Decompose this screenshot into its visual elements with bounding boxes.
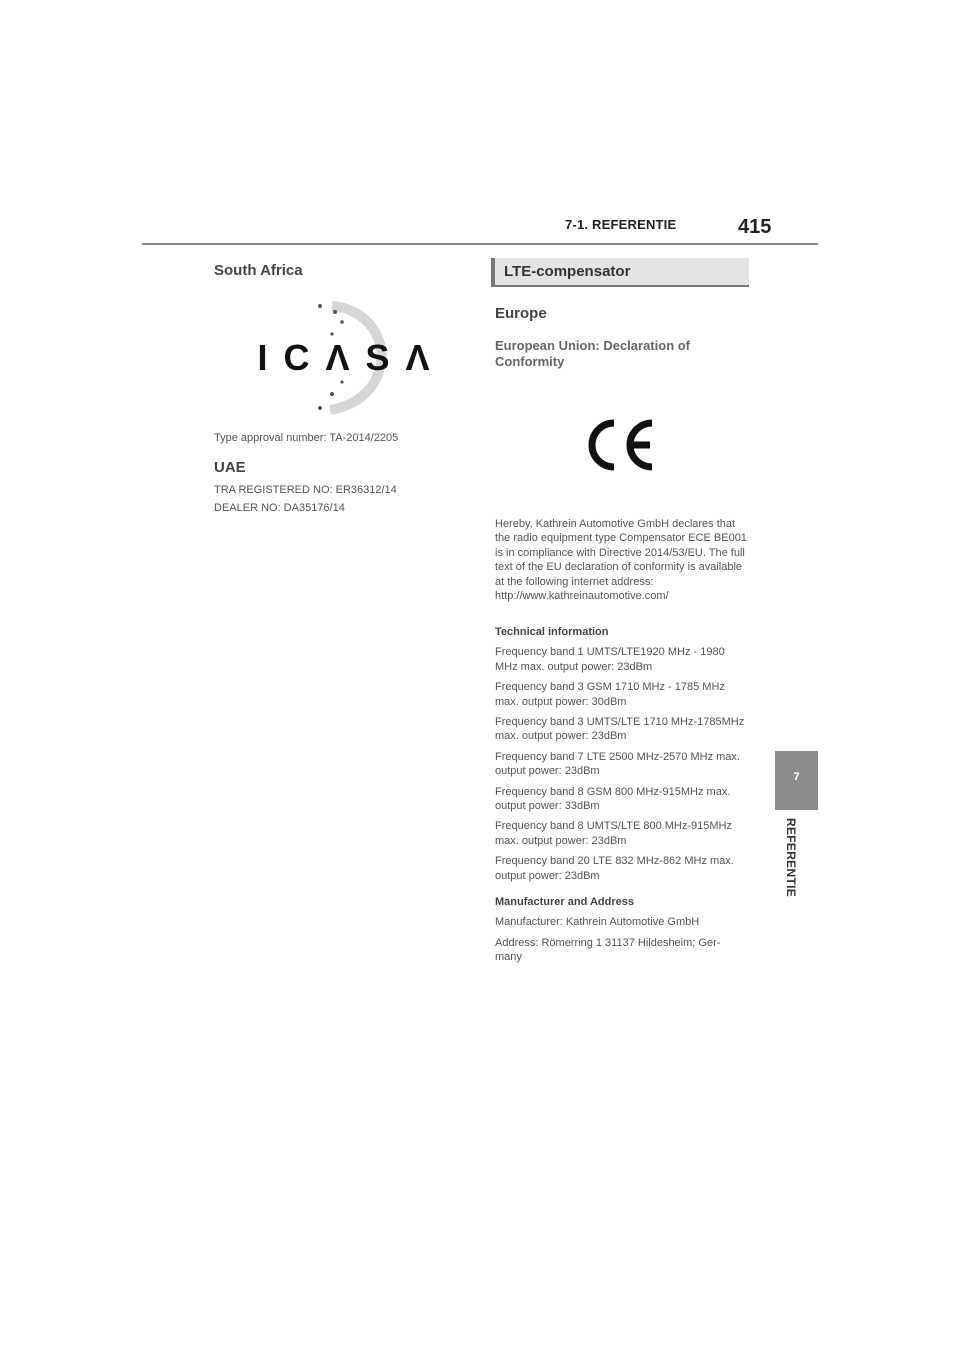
dealer-number: DEALER NO: DA35176/14: [214, 502, 345, 514]
type-approval-number: Type approval number: TA-2014/2205: [214, 432, 399, 444]
svg-text:I C Λ S Λ: I C Λ S Λ: [257, 337, 433, 378]
frequency-band-item: Frequency band 3 UMTS/LTE 1710 MHz-1785MHz max. output power: 23dBm: [495, 716, 745, 743]
frequency-band-item: Frequency band 3 GSM 1710 MHz - 1785 MHz max. output power: 30dBm: [495, 681, 725, 708]
declaration-text: Hereby, Kathrein Automotive GmbH declares that the radio equipment type Compensator ECE BE001 is in compliance with Directive 2014/53/EU. The full text of the EU declaration of conformity is available at the following internet address: http://www.kathreinautomotive.com/: [495, 518, 747, 603]
south-africa-heading: South Africa: [214, 262, 303, 279]
header-divider: [142, 243, 818, 245]
frequency-band-item: Frequency band 20 LTE 832 MHz-862 MHz max. output power: 23dBm: [495, 855, 734, 882]
manufacturer-name: Manufacturer: Kathrein Automotive GmbH: [495, 916, 700, 929]
frequency-band-item: Frequency band 7 LTE 2500 MHz-2570 MHz max. output power: 23dBm: [495, 750, 740, 778]
frequency-band-item: Frequency band 8 UMTS/LTE 800 MHz-915MHz max. output power: 23dBm: [495, 820, 732, 847]
icasa-logo: [257, 298, 433, 418]
eu-declaration-heading: European Union: Declaration of Conformity: [495, 338, 691, 369]
ce-mark-icon: [582, 417, 656, 473]
lte-compensator-banner: [491, 258, 749, 287]
uae-heading: UAE: [214, 459, 246, 476]
page-number: 415: [738, 216, 772, 238]
technical-information-heading: Technical information: [495, 626, 609, 638]
manufacturer-address: Address: Römerring 1 31137 Hildesheim; Ger-many: [495, 936, 721, 964]
technical-information: [495, 625, 747, 889]
tra-registration: TRA REGISTERED NO: ER36312/14: [214, 484, 397, 496]
frequency-band-item: Frequency band 8 GSM 800 MHz-915MHz max. output power: 33dBm: [495, 785, 731, 813]
chapter-tab-number: 7: [793, 771, 800, 783]
europe-heading: Europe: [495, 305, 547, 322]
manufacturer-block: [495, 895, 747, 971]
section-title: 7-1. REFERENTIE: [565, 217, 677, 232]
manufacturer-heading: Manufacturer and Address: [495, 896, 634, 908]
chapter-side-label: REFERENTIE: [784, 818, 798, 898]
lte-compensator-title: LTE-compensator: [504, 263, 631, 280]
frequency-band-item: Frequency band 1 UMTS/LTE1920 MHz - 1980 MHz max. output power: 23dBm: [495, 646, 725, 673]
